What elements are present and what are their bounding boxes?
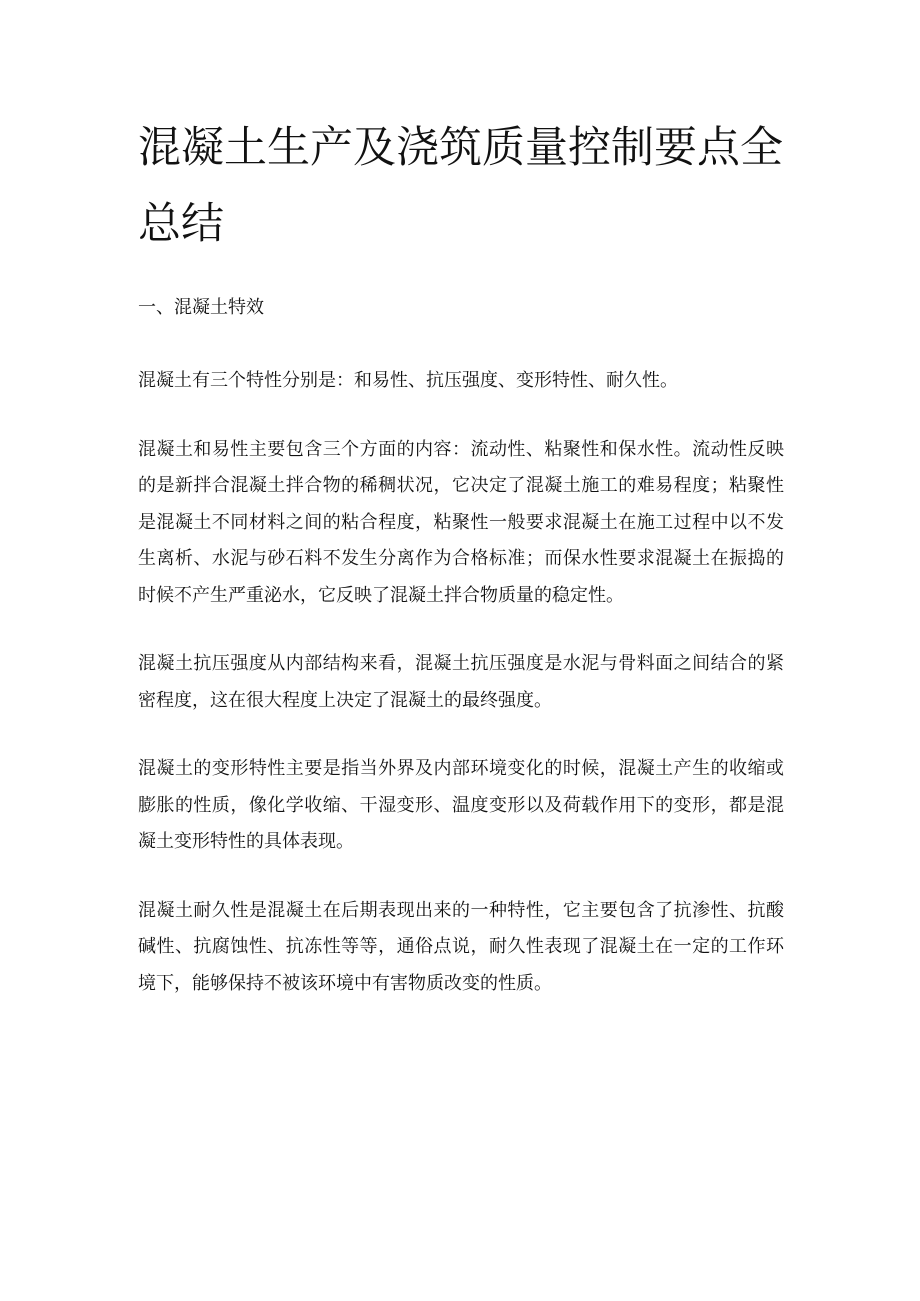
paragraph-deformation: 混凝土的变形特性主要是指当外界及内部环境变化的时候，混凝土产生的收缩或膨胀的性质，像化学收缩、干湿变形、温度变形以及荷载作用下的变形，都是混凝土变形特性的具体表现。 xyxy=(138,758,784,852)
paragraph-workability: 混凝土和易性主要包含三个方面的内容：流动性、粘聚性和保水性。流动性反映的是新拌合混凝土拌合物的稀稠状况，它决定了混凝土施工的难易程度；粘聚性是混凝土不同材料之间的粘合程度，粘聚性一般要求混凝土在施工过程中以不发生离析、水泥与砂石料不发生分离作为合格标准；而保水性要求混凝土在振捣的时候不产生严重泌水，它反映了混凝土拌合物质量的稳定性。 xyxy=(138,438,784,606)
section-heading: 一、混凝土特效 xyxy=(138,297,264,318)
paragraph-durability: 混凝土耐久性是混凝土在后期表现出来的一种特性，它主要包含了抗渗性、抗酸碱性、抗腐蚀性、抗冻性等等，通俗点说，耐久性表现了混凝土在一定的工作环境下，能够保持不被该环境中有害物质改变的性质。 xyxy=(138,899,784,994)
paragraph-properties-overview: 混凝土有三个特性分别是：和易性、抗压强度、变形特性、耐久性。 xyxy=(138,370,678,391)
document-body xyxy=(138,110,784,1002)
paragraph-compressive-strength: 混凝土抗压强度从内部结构来看，混凝土抗压强度是水泥与骨料面之间结合的紧密程度，这在很大程度上决定了混凝土的最终强度。 xyxy=(138,653,784,711)
document-title: 混凝土生产及浇筑质量控制要点全总结 xyxy=(138,123,783,249)
